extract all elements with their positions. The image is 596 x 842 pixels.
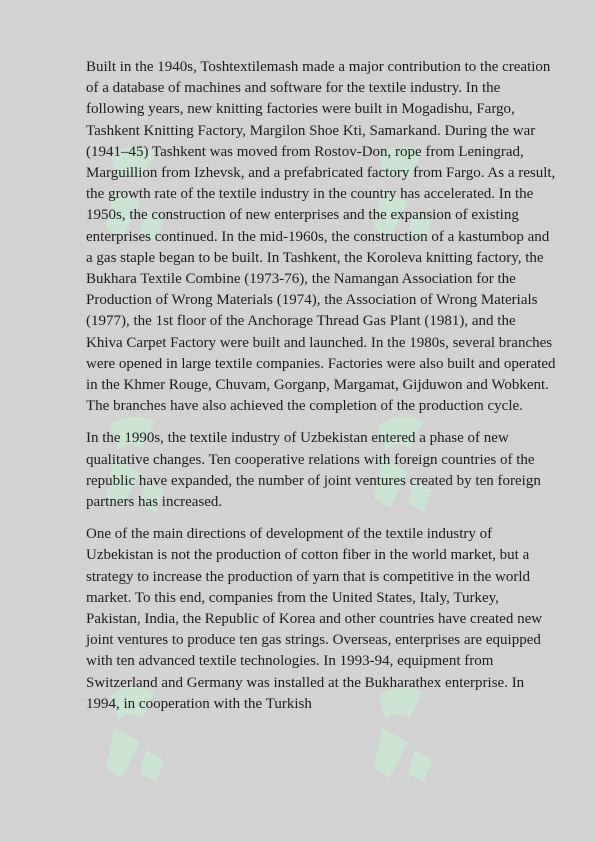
paragraph: In the 1990s, the textile industry of Uzbekistan entered a phase of new qualitative changes. Ten cooperative relations with foreign countries of the republic have expanded, the number of joint ventures created by ten foreign partners has increased. xyxy=(86,430,541,511)
document-body xyxy=(86,57,556,726)
paragraph: Built in the 1940s, Toshtextilemash made a major contribution to the creation of a database of machines and software for the textile industry. In the following years, new knitting factories were built in Mogadishu, Fargo, Tashkent Knitting Factory, Margilon Shoe Kti, Samarkand. During the war (1941–45) Tashkent was moved from Rostov-Don, rope from Leningrad, Marguillion from Izhevsk, and a prefabricated factory from Fargo. As a result, the growth rate of the textile industry in the country has accelerated. In the 1950s, the construction of new enterprises and the expansion of existing enterprises continued. In the mid-1960s, the construction of a kastumbop and a gas staple began to be built. In Tashkent, the Koroleva knitting factory, the Bukhara Textile Combine (1973-76), the Namangan Association for the Production of Wrong Materials (1974), the Association of Wrong Materials (1977), the 1st floor of the Anchorage Thread Gas Plant (1981), and the Khiva Carpet Factory were built and launched. In the 1980s, several branches were opened in large textile companies. Factories were also built and operated in the Khmer Rouge, Chuvam, Gorganp, Margamat, Gijduwon and Wobkent. The branches have also achieved the completion of the production cycle. xyxy=(86,59,556,415)
paragraph: One of the main directions of development of the textile industry of Uzbekistan is not the production of cotton fiber in the world market, but a strategy to increase the production of yarn that is competitive in the world market. To this end, companies from the United States, Italy, Turkey, Pakistan, India, the Republic of Korea and other countries have created new joint ventures to produce ten gas strings. Overseas, enterprises are equipped with ten advanced textile technologies. In 1993-94, equipment from Switzerland and Germany was installed at the Bukharathex enterprise. In 1994, in cooperation with the Turkish xyxy=(86,526,543,712)
